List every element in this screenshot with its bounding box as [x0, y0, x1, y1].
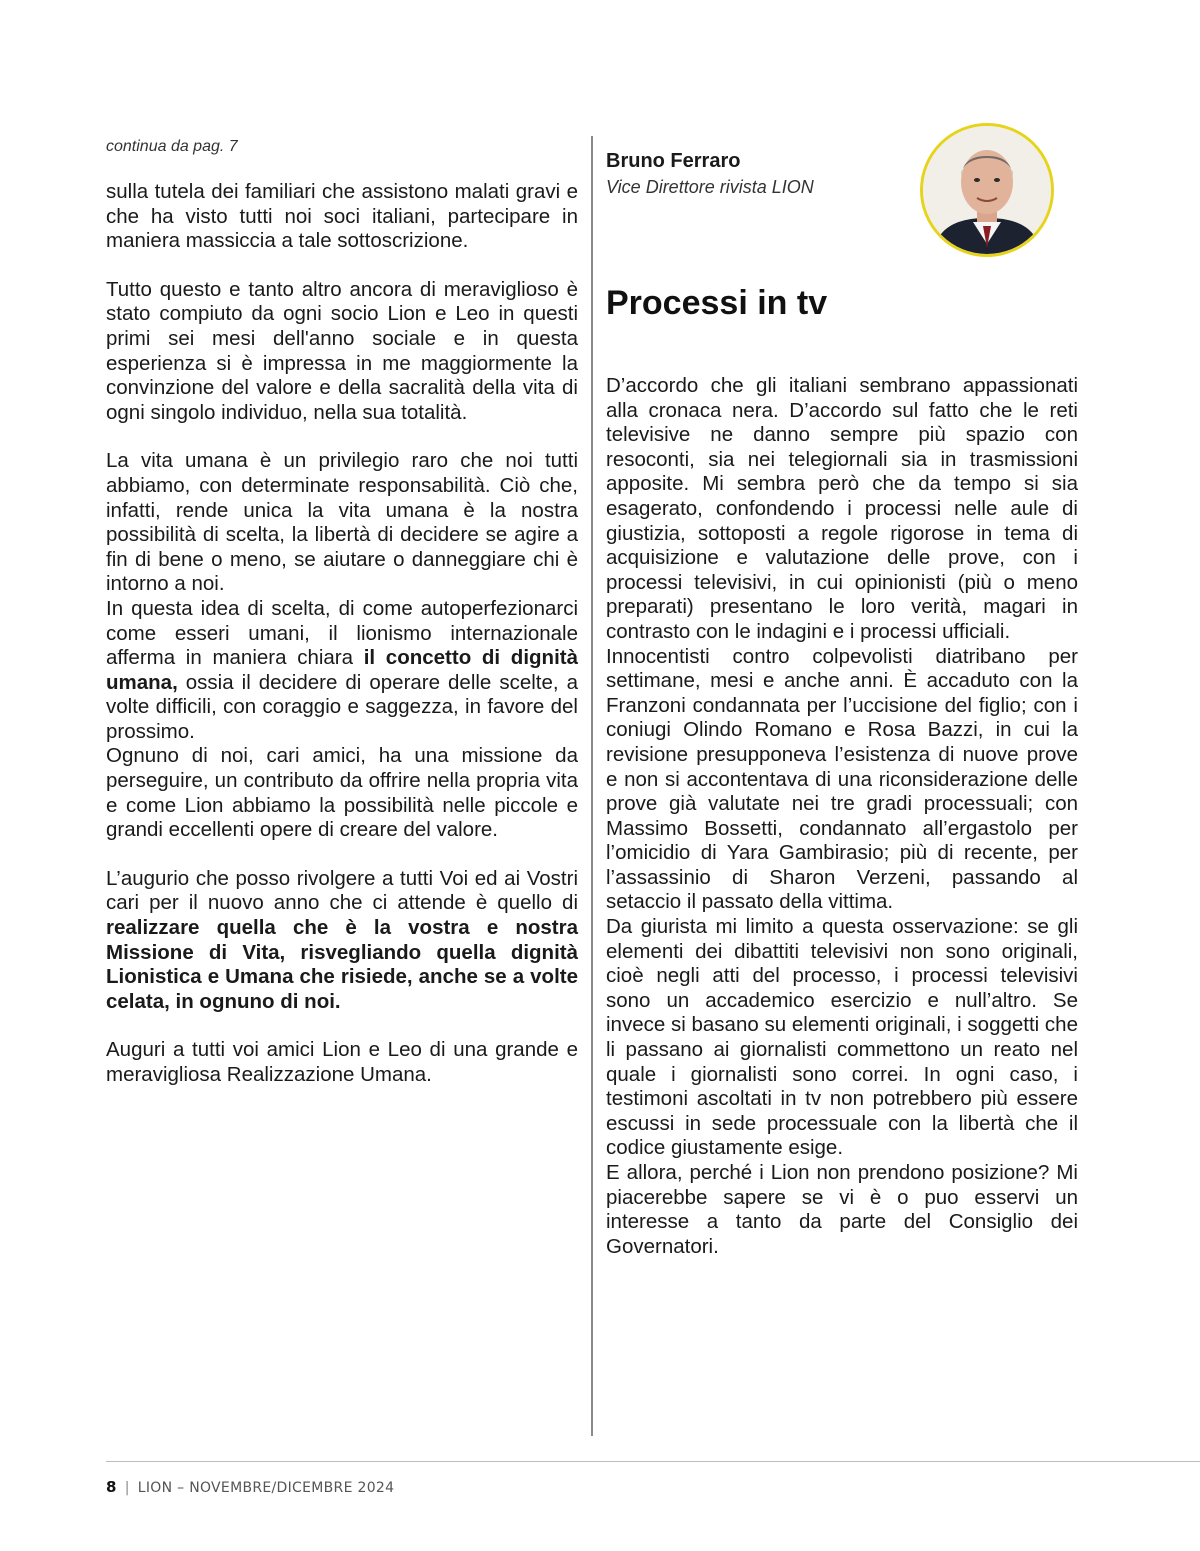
footer-rule [106, 1461, 1200, 1462]
left-paragraph-5: Ognuno di noi, cari amici, ha una missione da perseguire, un contributo da offrire nella propria vita e come Lion abbiamo la possibilità nelle piccole e grandi eccellenti opere di creare del valore. [106, 744, 578, 842]
right-column [606, 374, 1078, 1259]
right-paragraph-3: Da giurista mi limito a questa osservazione: se gli elementi dei dibattiti televisivi non sono originali, cioè negli atti del processo, i processi televisivi sono un accademico esercizio e null’altro. Se invece si basano su elementi originali, i soggetti che li passano ai giornalisti commettono un reato nel quale i giornalisti sono correi. In ogni caso, i testimoni ascoltati in tv non potrebbero più essere escussi in sede processuale con la libertà che il codice giustamente esige. [606, 915, 1078, 1160]
left-paragraph-2: Tutto questo e tanto altro ancora di meraviglioso è stato compiuto da ogni socio Lion e Leo in questi primi sei mesi dell'anno sociale e in questa esperienza si è impressa in me maggiormente la convinzione del valore e della sacralità della vita di ogni singolo individuo, nella sua totalità. [106, 277, 578, 424]
author-portrait [920, 123, 1054, 257]
left-paragraph-4-bold: il concetto di dignità umana, [106, 646, 578, 694]
continued-from-note: continua da pag. 7 [106, 138, 238, 155]
publication-info: LION – NOVEMBRE/DICEMBRE 2024 [137, 1480, 395, 1496]
left-paragraph-7: Auguri a tutti voi amici Lion e Leo di una grande e meravigliosa Realizzazione Umana. [106, 1038, 578, 1086]
article-title: Processi in tv [606, 284, 828, 322]
portrait-image [923, 126, 1051, 254]
left-paragraph-1: sulla tutela dei familiari che assistono malati gravi e che ha visto tutti noi soci italiani, partecipare in maniera massiccia a tale sottoscrizione. [106, 180, 578, 253]
left-paragraph-3: La vita umana è un privilegio raro che noi tutti abbiamo, con determinate responsabilità. Ciò che, infatti, rende unica la vita umana è la nostra possibilità di scelta, la libertà di decidere se agire a fin di bene o meno, se aiutare o danneggiare chi è intorno a noi. [106, 449, 578, 596]
left-paragraph-4 [106, 597, 578, 745]
left-paragraph-6 [106, 867, 578, 1015]
page-footer [106, 1478, 394, 1496]
author-name: Bruno Ferraro [606, 150, 741, 172]
left-column [106, 138, 578, 1088]
footer-separator: | [124, 1480, 130, 1496]
right-paragraph-2: Innocentisti contro colpevolisti diatribano per settimane, mesi e anche anni. È accaduto con la Franzoni condannata per l’uccisione del figlio; con i coniugi Olindo Romano e Rosa Bazzi, in cui la revisione presupponeva l’esistenza di nuove prove e non si accontentava di una riconsiderazione delle prove già valutate nei tre gradi processuali; con Massimo Bossetti, condannato all’ergastolo per l’omicidio di Yara Gambirasio; più di recente, per l’assassinio di Sharon Verzeni, passando al setaccio il passato della vittima. [606, 644, 1078, 914]
left-paragraph-6-text-a: L’augurio che posso rivolgere a tutti Voi ed ai Vostri cari per il nuovo anno che ci attende è quello di [106, 866, 578, 915]
right-paragraph-4: E allora, perché i Lion non prendono posizione? Mi piacerebbe sapere se vi è o puo esservi un interesse a tanto da parte del Consiglio dei Governatori. [606, 1161, 1078, 1258]
right-paragraph-1: D’accordo che gli italiani sembrano appassionati alla cronaca nera. D’accordo sul fatto che le reti televisive ne danno sempre più spazio con resoconti, sia nei telegiornali sia in trasmissioni apposite. Mi sembra però che da tempo si sia esagerato, confondendo i processi nelle aule di giustizia, sottoposti a regole rigorose in tema di acquisizione e valutazione delle prove, con i processi televisivi, in cui opinionisti (più o meno preparati) presentano le loro verità, magari in contrasto con le indagini e i processi ufficiali. [606, 374, 1078, 643]
author-role: Vice Direttore rivista LION [606, 177, 814, 197]
left-paragraph-4-text-a: In questa idea di scelta, di come autoperfezionarci come esseri umani, il lionismo internazionale afferma in maniera chiara [106, 596, 578, 670]
left-paragraph-6-bold: realizzare quella che è la vostra e nostra Missione di Vita, risvegliando quella dignità Lionistica e Umana che risiede, anche se a volte celata, in ognuno di noi. [106, 916, 578, 1013]
column-divider [591, 136, 593, 1436]
page-number: 8 [106, 1478, 117, 1496]
left-paragraph-4-text-c: ossia il decidere di operare delle scelte, a volte difficili, con coraggio e saggezza, in favore del prossimo. [106, 670, 578, 743]
